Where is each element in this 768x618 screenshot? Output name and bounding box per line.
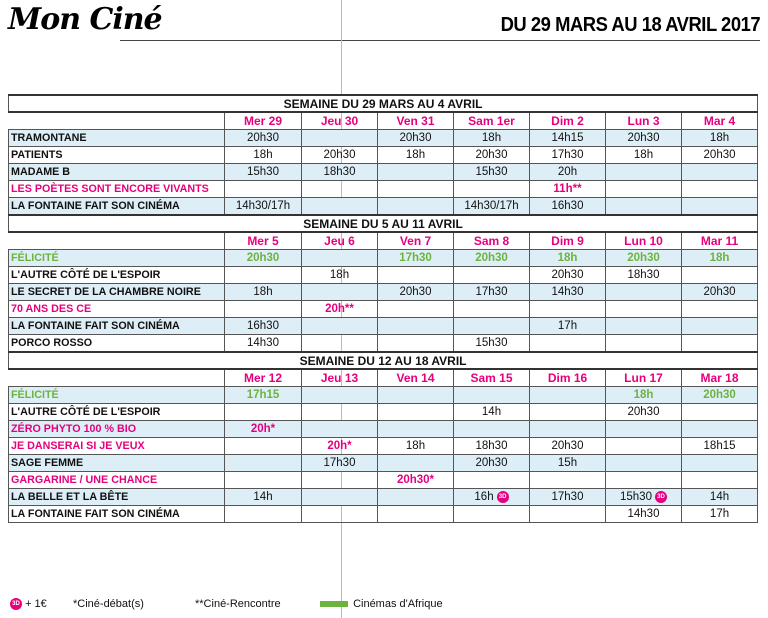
showtime: 14h30/17h [235, 200, 291, 212]
showtime-cell [225, 387, 302, 404]
showtime: 17h15 [246, 389, 280, 401]
day-header: Mer 5 [225, 232, 302, 250]
showtime-cell [606, 130, 682, 147]
showtime: 17h [709, 508, 730, 520]
film-row [9, 489, 758, 506]
week-header-row [9, 95, 758, 112]
week-header-row [9, 215, 758, 232]
film-row [9, 335, 758, 353]
showtime-cell [378, 267, 454, 284]
showtime: 17h30 [323, 457, 356, 469]
legend-3d [10, 598, 47, 610]
film-title: LA FONTAINE FAIT SON CINÉMA [9, 198, 225, 216]
showtime-cell [225, 164, 302, 181]
showtime-cell [225, 421, 302, 438]
film-row [9, 506, 758, 523]
showtime-cell [454, 318, 530, 335]
showtime-cell [682, 489, 758, 506]
day-header-row [9, 232, 758, 250]
showtime-cell [606, 506, 682, 523]
day-header: Dim 16 [530, 369, 606, 387]
showtime-cell [302, 421, 378, 438]
showtime-cell [454, 421, 530, 438]
showtime: 16h [474, 491, 494, 504]
showtime: 17h30 [475, 286, 508, 298]
showtime: 17h30 [551, 149, 584, 161]
film-row [9, 147, 758, 164]
showtime: 18h [405, 440, 426, 452]
showtime-cell [530, 250, 606, 267]
week-title: SEMAINE DU 12 AU 18 AVRIL [9, 352, 758, 369]
day-header: Lun 10 [606, 232, 682, 250]
showtime-cell [606, 267, 682, 284]
showtime-cell [682, 438, 758, 455]
day-header: Ven 7 [378, 232, 454, 250]
showtime-cell [225, 318, 302, 335]
showtime: 20h30 [551, 269, 584, 281]
showtime: 17h [557, 320, 578, 332]
showtime: 20h* [250, 423, 276, 435]
showtime-cell [225, 455, 302, 472]
showtime: 18h [633, 389, 654, 401]
film-title: LA FONTAINE FAIT SON CINÉMA [9, 506, 225, 523]
showtime-cell [302, 267, 378, 284]
week-title: SEMAINE DU 29 MARS AU 4 AVRIL [9, 95, 758, 112]
showtime-cell [530, 267, 606, 284]
day-header: Mer 29 [225, 112, 302, 130]
showtime-cell [302, 198, 378, 216]
day-header: Mar 11 [682, 232, 758, 250]
showtime: 18h [253, 149, 273, 161]
showtime-cell [682, 284, 758, 301]
showtime-cell [302, 472, 378, 489]
day-header-blank [9, 232, 225, 250]
film-row [9, 301, 758, 318]
showtime: 20h30 [703, 389, 736, 401]
showtime-cell [302, 489, 378, 506]
film-row [9, 250, 758, 267]
showtime: 14h [253, 491, 273, 503]
film-title: TRAMONTANE [9, 130, 225, 147]
showtime: 20h30 [399, 286, 432, 298]
showtime: 20h30* [396, 474, 435, 486]
showtime-cell [302, 455, 378, 472]
showtime-cell [682, 250, 758, 267]
showtime-cell [378, 472, 454, 489]
film-row [9, 472, 758, 489]
showtime-cell [378, 198, 454, 216]
showtime-cell [378, 284, 454, 301]
film-row [9, 455, 758, 472]
showtime: 20h30 [703, 149, 736, 161]
showtime-cell [606, 198, 682, 216]
showtime-cell [606, 489, 682, 506]
day-header: Dim 2 [530, 112, 606, 130]
showtime-cell [454, 472, 530, 489]
day-header: Lun 3 [606, 112, 682, 130]
showtime-cell [682, 318, 758, 335]
showtime-cell [454, 164, 530, 181]
day-header: Mar 18 [682, 369, 758, 387]
day-header-row [9, 369, 758, 387]
film-row [9, 421, 758, 438]
film-title: PORCO ROSSO [9, 335, 225, 353]
showtime-cell [530, 301, 606, 318]
showtime: 18h15 [703, 440, 736, 452]
showtime: 20h30 [475, 457, 508, 469]
showtime-cell [225, 198, 302, 216]
showtime-cell [378, 404, 454, 421]
film-row [9, 387, 758, 404]
showtime: 14h30 [627, 508, 660, 520]
showtime: 17h30 [399, 252, 432, 264]
showtime-cell [606, 335, 682, 353]
film-title: ZÉRO PHYTO 100 % BIO [9, 421, 225, 438]
showtime-cell [606, 181, 682, 198]
day-header: Mer 12 [225, 369, 302, 387]
showtime-cell [606, 438, 682, 455]
showtime-cell [530, 421, 606, 438]
day-header: Sam 1er [454, 112, 530, 130]
showtime-cell [225, 301, 302, 318]
showtime-cell [454, 147, 530, 164]
showtime-cell [530, 472, 606, 489]
showtime-cell [682, 421, 758, 438]
showtime: 14h30 [551, 286, 584, 298]
showtime-cell [454, 489, 530, 506]
legend-cine-rencontre: **Ciné-Rencontre [195, 598, 281, 610]
day-header: Jeu 13 [302, 369, 378, 387]
showtime-cell [606, 421, 682, 438]
legend-cinemas-afrique-label: Cinémas d'Afrique [353, 598, 443, 610]
showtime-cell [682, 181, 758, 198]
showtime-cell [378, 130, 454, 147]
showtime-cell [225, 489, 302, 506]
showtime: 20h30 [247, 132, 279, 144]
showtime-cell [225, 335, 302, 353]
film-title: L'AUTRE CÔTÉ DE L'ESPOIR [9, 404, 225, 421]
showtime: 15h [557, 457, 578, 469]
film-row [9, 404, 758, 421]
film-title: FÉLICITÉ [9, 250, 225, 267]
showtime-cell [682, 267, 758, 284]
showtime-cell [378, 318, 454, 335]
showtime-cell [682, 506, 758, 523]
showtime-cell [302, 130, 378, 147]
showtime-cell [225, 284, 302, 301]
showtime-cell [378, 181, 454, 198]
showtime-cell [682, 404, 758, 421]
showtime-cell [530, 181, 606, 198]
showtime-cell [682, 472, 758, 489]
showtime: 16h30 [551, 200, 584, 212]
showtime: 20h30 [323, 149, 356, 161]
film-row [9, 198, 758, 216]
showtime-cell [302, 284, 378, 301]
film-row [9, 164, 758, 181]
showtime-cell [225, 472, 302, 489]
film-title: PATIENTS [9, 147, 225, 164]
showtime-cell [454, 301, 530, 318]
schedule-table [8, 94, 758, 523]
film-title: JE DANSERAI SI JE VEUX [9, 438, 225, 455]
showtime: 15h30 [475, 166, 508, 178]
showtime-cell [378, 147, 454, 164]
showtime-cell [530, 198, 606, 216]
showtime-cell [530, 438, 606, 455]
film-title: FÉLICITÉ [9, 387, 225, 404]
showtime-cell [454, 455, 530, 472]
showtime-cell [225, 130, 302, 147]
film-row [9, 130, 758, 147]
day-header: Jeu 6 [302, 232, 378, 250]
showtime: 17h30 [551, 491, 584, 503]
showtime-cell [454, 438, 530, 455]
showtime: 18h [329, 269, 350, 281]
showtime-cell [225, 250, 302, 267]
film-row [9, 318, 758, 335]
showtime-cell [454, 404, 530, 421]
showtime: 20h30 [399, 132, 432, 144]
showtime: 18h30 [475, 440, 508, 452]
showtime-cell [302, 181, 378, 198]
showtime-cell [378, 438, 454, 455]
showtime-cell [606, 301, 682, 318]
showtime-cell [682, 147, 758, 164]
showtime-cell [530, 455, 606, 472]
showtime-cell [606, 250, 682, 267]
showtime-cell [454, 267, 530, 284]
day-header: Dim 9 [530, 232, 606, 250]
showtime-cell [454, 198, 530, 216]
green-swatch [320, 601, 348, 607]
date-range-title: DU 29 MARS AU 18 AVRIL 2017 [500, 14, 760, 36]
day-header: Sam 8 [454, 232, 530, 250]
showtime: 18h30 [627, 269, 660, 281]
showtime: 20h30 [475, 252, 508, 264]
showtime-cell [378, 421, 454, 438]
showtime-cell [302, 387, 378, 404]
showtime-cell [302, 147, 378, 164]
logo-mon-cine: Mon Ciné [8, 2, 162, 37]
showtime: 20h30 [475, 149, 508, 161]
showtime-cell [225, 404, 302, 421]
showtime-cell [378, 489, 454, 506]
showtime-cell [225, 267, 302, 284]
showtime-cell [606, 284, 682, 301]
showtime: 18h [405, 149, 426, 161]
film-row [9, 284, 758, 301]
showtime: 16h30 [247, 320, 279, 332]
day-header-row [9, 112, 758, 130]
film-title: MADAME B [9, 164, 225, 181]
showtime-cell [606, 387, 682, 404]
showtime: 18h [709, 252, 730, 264]
week-header-row [9, 352, 758, 369]
showtime-cell [606, 404, 682, 421]
showtime-cell [530, 164, 606, 181]
3d-badge-icon: 3D [655, 491, 667, 503]
week-title: SEMAINE DU 5 AU 11 AVRIL [9, 215, 758, 232]
showtime: 18h [481, 132, 502, 144]
showtime-cell [302, 335, 378, 353]
showtime-cell [454, 284, 530, 301]
showtime-cell [378, 250, 454, 267]
film-row [9, 438, 758, 455]
showtime: 20h [557, 166, 578, 178]
showtime: 20h30 [703, 286, 736, 298]
film-title: SAGE FEMME [9, 455, 225, 472]
showtime-cell [225, 506, 302, 523]
film-title: L'AUTRE CÔTÉ DE L'ESPOIR [9, 267, 225, 284]
showtime-cell [454, 181, 530, 198]
showtime-cell [378, 301, 454, 318]
showtime-cell [682, 164, 758, 181]
showtime-cell [530, 130, 606, 147]
day-header-blank [9, 369, 225, 387]
showtime-cell [378, 506, 454, 523]
showtime-cell [682, 130, 758, 147]
showtime-cell [530, 147, 606, 164]
showtime: 18h [633, 149, 654, 161]
showtime-cell [606, 472, 682, 489]
header-divider [120, 40, 760, 41]
showtime: 15h30 [247, 166, 279, 178]
showtime-cell [530, 335, 606, 353]
showtime-cell [606, 147, 682, 164]
showtime-cell [606, 455, 682, 472]
showtime: 20h30 [627, 406, 660, 418]
showtime-cell [454, 506, 530, 523]
showtime: 14h [481, 406, 502, 418]
showtime: 14h [709, 491, 730, 503]
showtime: 18h [557, 252, 578, 264]
showtime: 20h30 [627, 132, 660, 144]
film-title: GARGARINE / UNE CHANCE [9, 472, 225, 489]
3d-badge-icon: 3D [10, 598, 22, 610]
showtime: 14h30/17h [464, 200, 519, 212]
showtime-cell [606, 164, 682, 181]
showtime: 14h15 [551, 132, 584, 144]
showtime-cell [530, 284, 606, 301]
film-row [9, 181, 758, 198]
showtime: 18h [709, 132, 730, 144]
showtime: 20h30 [246, 252, 280, 264]
showtime-cell [225, 147, 302, 164]
showtime-cell [530, 404, 606, 421]
film-title: LES POÈTES SONT ENCORE VIVANTS [9, 181, 225, 198]
showtime-cell [302, 318, 378, 335]
showtime-cell [302, 301, 378, 318]
showtime: 20h** [325, 303, 354, 315]
showtime: 18h [253, 286, 273, 298]
showtime-cell [302, 164, 378, 181]
showtime-cell [378, 164, 454, 181]
film-row [9, 267, 758, 284]
day-header: Mar 4 [682, 112, 758, 130]
showtime-cell [606, 318, 682, 335]
showtime-cell [682, 301, 758, 318]
film-title: 70 ANS DES CE [9, 301, 225, 318]
showtime: 18h30 [323, 166, 356, 178]
film-title: LA FONTAINE FAIT SON CINÉMA [9, 318, 225, 335]
day-header: Lun 17 [606, 369, 682, 387]
film-title: LA BELLE ET LA BÊTE [9, 489, 225, 506]
day-header: Sam 15 [454, 369, 530, 387]
day-header: Jeu 30 [302, 112, 378, 130]
showtime-cell [454, 130, 530, 147]
legend-cinemas-afrique [320, 598, 443, 610]
showtime-cell [302, 404, 378, 421]
showtime-cell [682, 455, 758, 472]
showtime-cell [454, 335, 530, 353]
showtime-cell [530, 489, 606, 506]
showtime: 15h30 [475, 337, 508, 349]
showtime: 14h30 [247, 337, 279, 349]
showtime: 20h30 [551, 440, 584, 452]
showtime: 20h* [327, 440, 352, 452]
day-header: Ven 31 [378, 112, 454, 130]
showtime: 15h30 [620, 491, 652, 504]
showtime-cell [530, 387, 606, 404]
showtime-cell [682, 335, 758, 353]
day-header-blank [9, 112, 225, 130]
day-header: Ven 14 [378, 369, 454, 387]
showtime-cell [682, 387, 758, 404]
showtime-cell [302, 506, 378, 523]
showtime-cell [454, 387, 530, 404]
3d-badge-icon: 3D [497, 491, 509, 503]
showtime-cell [378, 387, 454, 404]
showtime-cell [530, 506, 606, 523]
showtime-cell [454, 250, 530, 267]
legend-cine-debat: *Ciné-débat(s) [73, 598, 144, 610]
showtime-cell [302, 250, 378, 267]
showtime-cell [682, 198, 758, 216]
showtime-cell [530, 318, 606, 335]
showtime-cell [378, 455, 454, 472]
legend-3d-price: + 1€ [25, 598, 47, 610]
showtime-cell [225, 438, 302, 455]
showtime: 11h** [553, 183, 582, 195]
film-title: LE SECRET DE LA CHAMBRE NOIRE [9, 284, 225, 301]
showtime-cell [302, 438, 378, 455]
showtime-cell [225, 181, 302, 198]
showtime-cell [378, 335, 454, 353]
showtime: 20h30 [627, 252, 660, 264]
